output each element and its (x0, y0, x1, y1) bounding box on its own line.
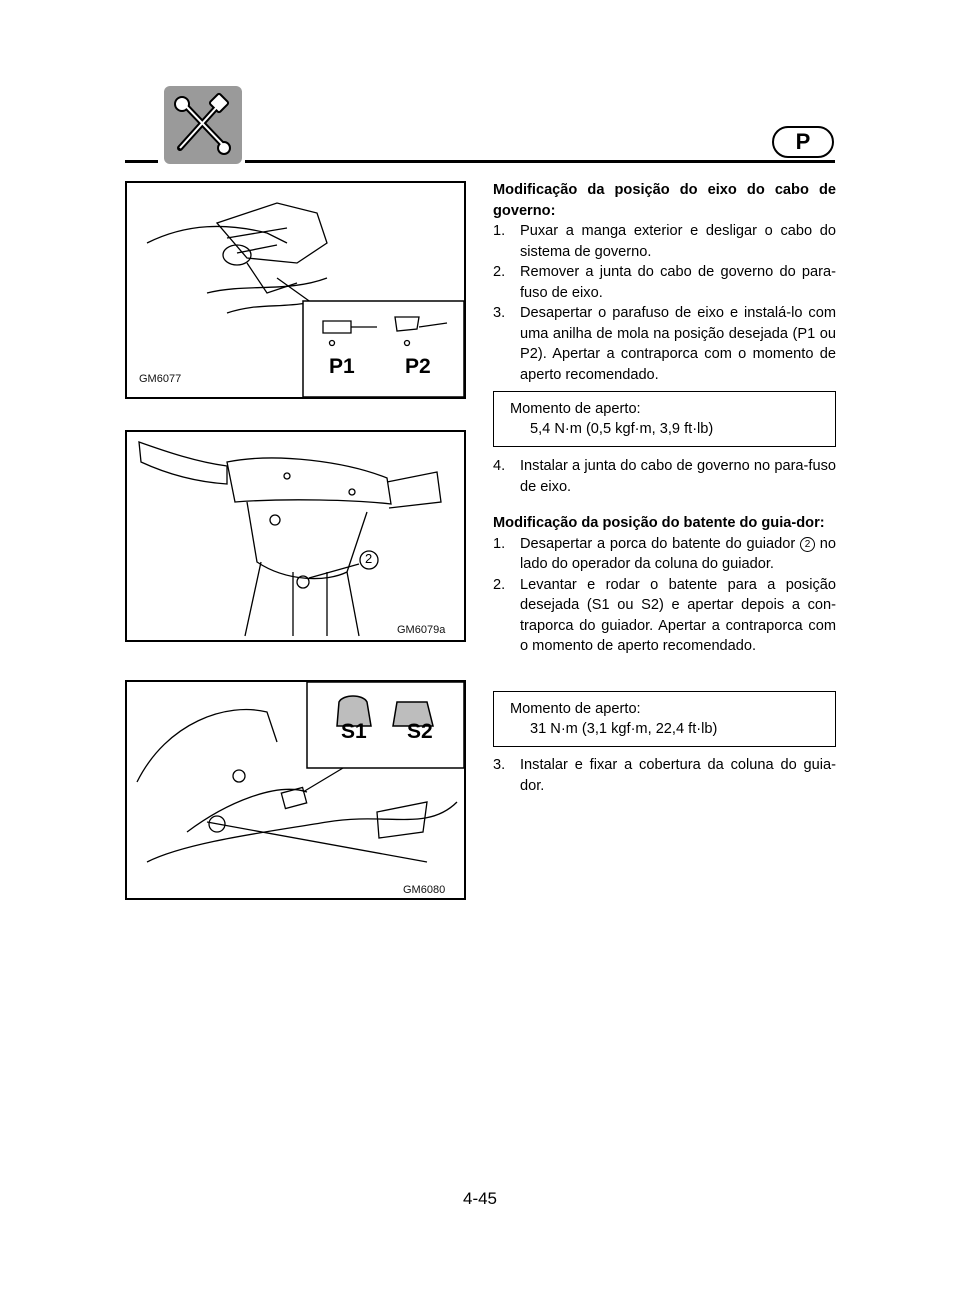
section-steering-cable (493, 180, 836, 385)
header-rule (245, 160, 835, 163)
position-label-s2: S2 (407, 720, 433, 743)
position-label-s1: S1 (341, 720, 367, 743)
list-item: 4. Instalar a junta do cabo de governo no para-fuso de eixo. (493, 458, 836, 495)
page-number: 4-45 (462, 1189, 498, 1208)
step-continuation (493, 755, 836, 796)
section-heading: Modificação da posição do batente do guia-dor: (493, 515, 825, 531)
torque-value: 5,4 N·m (0,5 kgf·m, 3,9 ft·lb) (530, 421, 714, 437)
tools-icon (164, 86, 242, 164)
section-handlebar-stopper (493, 513, 836, 657)
callout-number: 2 (365, 551, 373, 566)
header-rule (125, 160, 158, 163)
language-badge: P (772, 126, 834, 158)
figure-handlebar (125, 430, 466, 642)
figure-code: GM6079a (397, 624, 446, 636)
list-item: 1. Desapertar a porca do batente do guiador 2 no lado do operador da coluna do guiador. (493, 535, 836, 572)
figure-code: GM6080 (403, 884, 446, 896)
step-list (493, 221, 836, 385)
torque-spec-box (493, 691, 836, 747)
step-continuation (493, 456, 836, 497)
list-item: 3. Instalar e fixar a cobertura da coluna do guia-dor. (493, 757, 836, 794)
reference-number: 2 (800, 537, 815, 552)
list-item: 2. Levantar e rodar o batente para a posição desejada (S1 ou S2) e apertar depois a con-traporca do guiador. Apertar a contraporca com o momento de aperto recomendado. (493, 576, 836, 654)
section-heading: Modificação da posição do eixo do cabo de governo: (493, 182, 836, 219)
list-item: 1. Puxar a manga exterior e desligar o cabo do sistema de governo. (493, 223, 836, 260)
torque-label: Momento de aperto: (510, 701, 641, 717)
figure-code: GM6077 (139, 373, 182, 385)
torque-spec-box (493, 391, 836, 447)
figure-stopper (125, 680, 466, 900)
position-label-p2: P2 (405, 355, 431, 378)
torque-label: Momento de aperto: (510, 401, 641, 417)
position-label-p1: P1 (329, 355, 355, 378)
step-list (493, 534, 836, 657)
list-item: 3. Desapertar o parafuso de eixo e instalá-lo com uma anilha de mola na posição desejada (P1 ou P2). Apertar a contraporca com o momento de aperto recomendado. (493, 305, 836, 383)
stopper-illustration (127, 682, 464, 898)
list-item: 2. Remover a junta do cabo de governo do para-fuso de eixo. (493, 264, 836, 301)
handlebar-illustration (127, 432, 464, 640)
figure-steering-cable (125, 181, 466, 399)
torque-value: 31 N·m (3,1 kgf·m, 22,4 ft·lb) (530, 721, 718, 737)
